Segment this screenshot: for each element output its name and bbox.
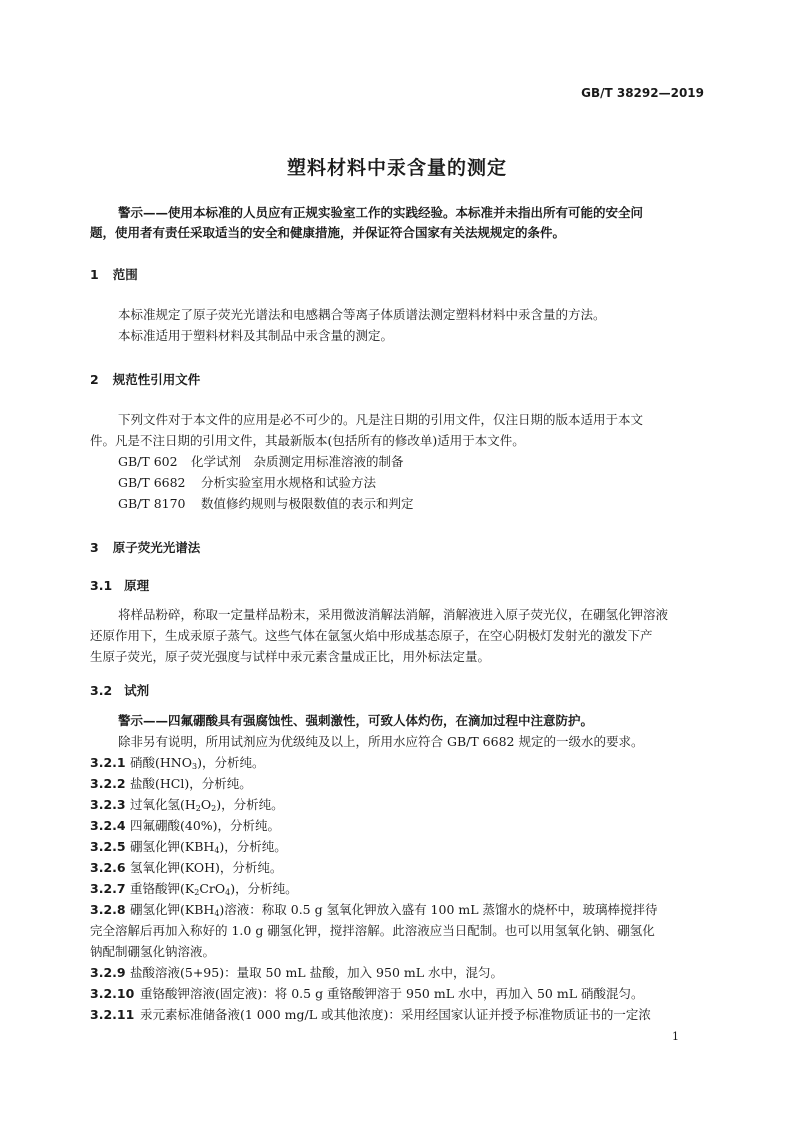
reagent-item xyxy=(90,837,287,855)
item-text: 盐酸(HCl)，分析纯。 xyxy=(130,776,252,791)
item-text: 硝酸(HNO xyxy=(130,755,192,770)
warning-line-2: 题，使用者有责任采取适当的安全和健康措施，并保证符合国家有关法规规定的条件。 xyxy=(90,225,566,240)
section-3-heading xyxy=(90,538,200,556)
item-text: )，分析纯。 xyxy=(219,839,287,854)
reagent-item xyxy=(90,900,658,918)
reagent-item xyxy=(90,753,264,771)
subscript: 3 xyxy=(191,762,198,771)
paragraph: 本标准适用于塑料材料及其制品中汞含量的测定。 xyxy=(118,328,394,343)
section-number: 2 xyxy=(90,372,99,387)
section-number: 1 xyxy=(90,267,99,282)
section-title: 范围 xyxy=(112,267,138,282)
item-text: 四氟硼酸(40%)，分析纯。 xyxy=(130,818,281,833)
item-text: )，分析纯。 xyxy=(230,881,298,896)
reagent-item xyxy=(90,774,252,792)
item-text: CrO xyxy=(199,881,226,896)
reference-title: 分析实验室用水规格和试验方法 xyxy=(201,475,377,490)
page-number: 1 xyxy=(672,1030,679,1043)
subscript: 2 xyxy=(195,804,201,813)
item-number: 3.2.6 xyxy=(90,860,126,875)
item-number: 3.2.10 xyxy=(90,986,135,1001)
item-number: 3.2.3 xyxy=(90,797,126,812)
section-title: 试剂 xyxy=(124,683,150,698)
reagent-item xyxy=(90,963,503,981)
section-2-heading xyxy=(90,370,200,388)
reagent-item xyxy=(90,879,298,897)
item-text: 重铬酸钾溶液(固定液)：将 0.5 g 重铬酸钾溶于 950 mL 水中，再加入 50 mL 硝酸混匀。 xyxy=(140,986,644,1001)
standard-number: GB/T 38292—2019 xyxy=(581,86,704,100)
section-1-heading xyxy=(90,265,138,283)
subscript: 4 xyxy=(214,909,220,918)
reference-title: 数值修约规则与极限数值的表示和判定 xyxy=(201,496,414,511)
paragraph: 生原子荧光，原子荧光强度与试样中汞元素含量成正比，用外标法定量。 xyxy=(90,649,491,664)
paragraph: 将样品粉碎，称取一定量样品粉末，采用微波消解法消解，消解液进入原子荧光仪，在硼氢化钾溶液 xyxy=(118,607,669,622)
paragraph: 下列文件对于本文件的应用是必不可少的。凡是注日期的引用文件，仅注日期的版本适用于本文 xyxy=(118,412,644,427)
item-text: 汞元素标准储备液(1 000 mg/L 或其他浓度)：采用经国家认证并授予标准物质证书的一定浓 xyxy=(140,1007,651,1022)
item-text: 过氧化氢(H xyxy=(130,797,196,812)
reference-title: 化学试剂 杂质测定用标准溶液的制备 xyxy=(191,454,404,469)
section-number: 3 xyxy=(90,540,99,555)
reagent-item xyxy=(90,1005,651,1023)
item-number: 3.2.11 xyxy=(90,1007,135,1022)
section-3-2-heading xyxy=(90,681,149,699)
page-title: 塑料材料中汞含量的测定 xyxy=(286,157,507,179)
reference-code: GB/T 8170 xyxy=(118,496,186,511)
item-text: )，分析纯。 xyxy=(197,755,265,770)
item-text: 氢氧化钾(KOH)，分析纯。 xyxy=(130,860,283,875)
reagent-item-continued: 钠配制硼氢化钠溶液。 xyxy=(90,944,216,959)
paragraph: 还原作用下，生成汞原子蒸气。这些气体在氩氢火焰中形成基态原子，在空心阴极灯发射光的激发下产 xyxy=(90,628,653,643)
subscript: 2 xyxy=(211,804,217,813)
item-number: 3.2.7 xyxy=(90,881,126,896)
section-number: 3.1 xyxy=(90,578,113,593)
subscript: 4 xyxy=(214,846,220,855)
section-title: 规范性引用文件 xyxy=(112,372,201,387)
item-text: )，分析纯。 xyxy=(216,797,284,812)
subscript: 2 xyxy=(194,888,200,897)
item-number: 3.2.8 xyxy=(90,902,126,917)
reference-code: GB/T 6682 xyxy=(118,475,186,490)
item-text: 硼氢化钾(KBH xyxy=(130,839,215,854)
reference-item xyxy=(118,494,414,512)
item-text: 重铬酸钾(K xyxy=(130,881,195,896)
item-number: 3.2.2 xyxy=(90,776,126,791)
reagent-item xyxy=(90,984,643,1002)
section-title: 原子荧光光谱法 xyxy=(112,540,201,555)
section-number: 3.2 xyxy=(90,683,113,698)
section-3-1-heading xyxy=(90,576,149,594)
reference-item xyxy=(118,452,404,470)
reagent-warning: 警示——四氟硼酸具有强腐蚀性、强刺激性，可致人体灼伤，在滴加过程中注意防护。 xyxy=(118,713,594,728)
reference-item xyxy=(118,473,376,491)
item-text: )溶液：称取 0.5 g 氢氧化钾放入盛有 100 mL 蒸馏水的烧杯中，玻璃棒搅拌待 xyxy=(219,902,658,917)
subscript: 4 xyxy=(225,888,231,897)
reagent-item xyxy=(90,816,280,834)
item-number: 3.2.9 xyxy=(90,965,126,980)
paragraph: 除非另有说明，所用试剂应为优级纯及以上，所用水应符合 GB/T 6682 规定的一级水的要求。 xyxy=(118,734,644,749)
item-text: 硼氢化钾(KBH xyxy=(130,902,215,917)
reagent-item xyxy=(90,858,282,876)
section-title: 原理 xyxy=(124,578,150,593)
warning-line-1: 警示——使用本标准的人员应有正规实验室工作的实践经验。本标准并未指出所有可能的安全问 xyxy=(118,205,644,220)
reference-code: GB/T 602 xyxy=(118,454,178,469)
item-number: 3.2.4 xyxy=(90,818,126,833)
item-number: 3.2.5 xyxy=(90,839,126,854)
paragraph: 本标准规定了原子荧光光谱法和电感耦合等离子体质谱法测定塑料材料中汞含量的方法。 xyxy=(118,307,606,322)
item-number: 3.2.1 xyxy=(90,755,126,770)
reagent-item xyxy=(90,795,284,813)
item-text: 盐酸溶液(5+95)：量取 50 mL 盐酸，加入 950 mL 水中，混匀。 xyxy=(130,965,503,980)
paragraph: 件。凡是不注日期的引用文件，其最新版本(包括所有的修改单)适用于本文件。 xyxy=(90,433,525,448)
item-text: O xyxy=(200,797,212,812)
reagent-item-continued: 完全溶解后再加入称好的 1.0 g 硼氢化钾，搅拌溶解。此溶液应当日配制。也可以用氢氧化钠、硼氢化 xyxy=(90,923,655,938)
